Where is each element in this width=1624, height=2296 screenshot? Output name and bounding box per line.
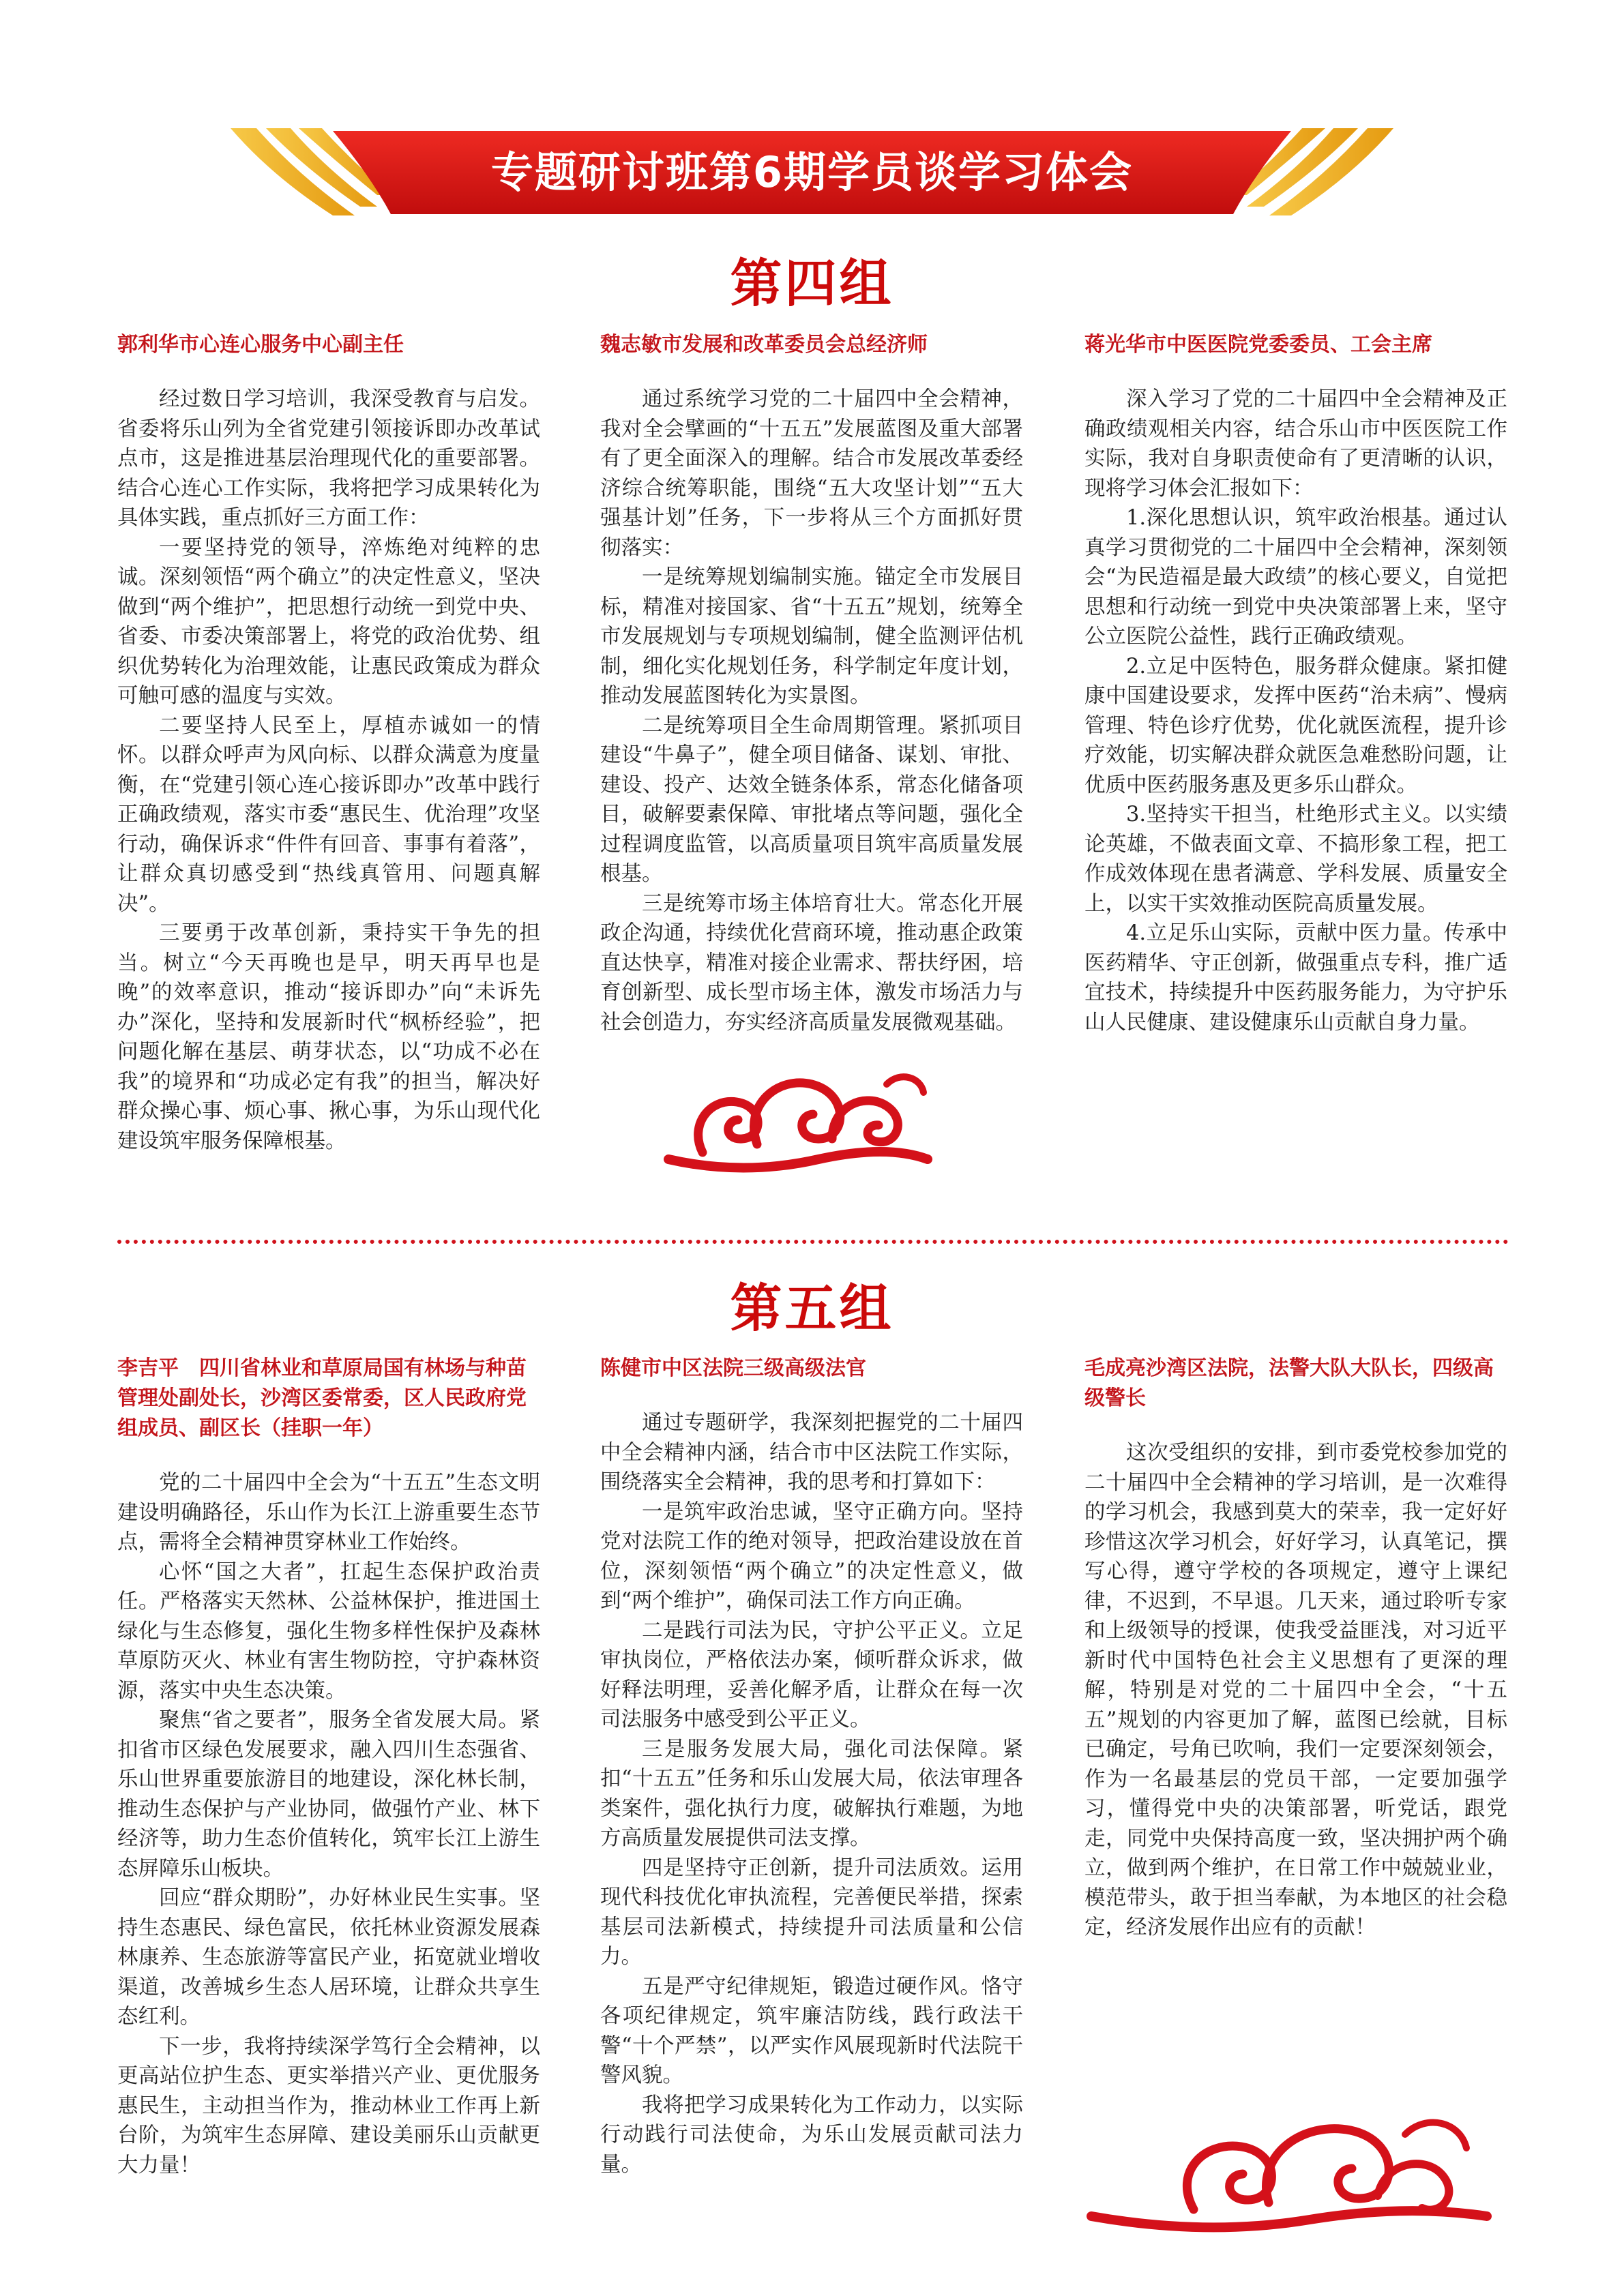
paragraph: 我将把学习成果转化为工作动力，以实际行动践行司法使命，为乐山发展贡献司法力量。 — [600, 2093, 1023, 2177]
paragraph: 三是服务发展大局，强化司法保障。紧扣“十五五”任务和乐山发展大局，依法审理各类案件，强化执行力度，破解执行难题，为地方高质量发展提供司法支撑。 — [600, 1737, 1023, 1850]
paragraph: 一要坚持党的领导，淬炼绝对纯粹的忠诚。深刻领悟“两个确立”的决定性意义，坚决做到“两个维护”，把思想行动统一到党中央、省委、市委决策部署上，将党的政治优势、组织优势转化为治理效能，让惠民政策成为群众可触可感的温度与实效。 — [117, 535, 540, 708]
article — [117, 1354, 540, 2180]
article-byline: 李吉平 四川省林业和草原局国有林场与种苗管理处副处长，沙湾区委常委，区人民政府党组成员、副区长（挂职一年） — [117, 1356, 527, 1440]
article — [1084, 330, 1507, 1037]
paragraph: 心怀“国之大者”，扛起生态保护政治责任。严格落实天然林、公益林保护，推进国土绿化与生态修复，强化生物多样性保护及森林草原防灭火、林业有害生物防控，守护森林资源，落实中央生态决策。 — [117, 1560, 540, 1703]
article-body — [1084, 1438, 1507, 1943]
paragraph: 党的二十届四中全会为“十五五”生态文明建设明确路径，乐山作为长江上游重要生态节点，需将全会精神贯穿林业工作始终。 — [117, 1471, 540, 1554]
article-body — [600, 1408, 1023, 2179]
group-heading: 第五组 — [730, 1278, 894, 1339]
paragraph: 三要勇于改革创新，秉持实干争先的担当。树立“今天再晚也是早，明天再早也是晚”的效率意识，推动“接诉即办”向“未诉先办”深化，坚持和发展新时代“枫桥经验”，把问题化解在基层、萌芽状态，以“功成不必在我”的境界和“功成必定有我”的担当，解决好群众操心事、烦心事、揪心事，为乐山现代化建设筑牢服务保障根基。 — [117, 921, 540, 1153]
paragraph: 二是践行司法为民，守护公平正义。立足审执岗位，严格依法办案，倾听群众诉求，做好释法明理，妥善化解矛盾，让群众在每一次司法服务中感受到公平正义。 — [600, 1618, 1023, 1731]
paragraph: 四是坚持守正创新，提升司法质效。运用现代科技优化审执流程，完善便民举措，探索基层司法新模式，持续提升司法质量和公信力。 — [600, 1855, 1023, 1969]
paragraph: 深入学习了党的二十届四中全会精神及正确政绩观相关内容，结合乐山市中医医院工作实际，我对自身职责使命有了更清晰的认识，现将学习体会汇报如下： — [1084, 387, 1507, 501]
paragraph: 二是统筹项目全生命周期管理。紧抓项目建设“牛鼻子”，健全项目储备、谋划、审批、建设、投产、达效全链条体系，常态化储备项目，破解要素保障、审批堵点等问题，强化全过程调度监管，以高质量项目筑牢高质量发展根基。 — [600, 713, 1023, 886]
article-body — [117, 1468, 540, 2180]
article-body — [1084, 385, 1507, 1037]
paragraph: 三是统筹市场主体培育壮大。常态化开展政企沟通，持续优化营商环境，推动惠企政策直达快享，精准对接企业需求、帮扶纾困，培育创新型、成长型市场主体，激发市场活力与社会创造力，夯实经济高质量发展微观基础。 — [600, 891, 1023, 1034]
article — [1084, 1354, 1507, 1943]
paragraph: 二要坚持人民至上，厚植赤诚如一的情怀。以群众呼声为风向标、以群众满意为度量衡，在“党建引领心连心接诉即办”改革中践行正确政绩观，落实市委“惠民生、优治理”攻坚行动，确保诉求“件件有回音、事事有着落”，让群众真切感受到“热线真管用、问题真解决”。 — [117, 713, 540, 916]
article-body — [117, 385, 540, 1156]
paragraph: 通过专题研学，我深刻把握党的二十届四中全会精神内涵，结合市中区法院工作实际，围绕落实全会精神，我的思考和打算如下： — [600, 1411, 1023, 1494]
section-divider — [117, 1240, 1509, 1244]
paragraph: 一是筑牢政治忠诚，坚守正确方向。坚持党对法院工作的绝对领导，把政治建设放在首位，深刻领悟“两个确立”的决定性意义，做到“两个维护”，确保司法工作方向正确。 — [600, 1500, 1023, 1613]
group-heading: 第四组 — [730, 253, 894, 314]
paragraph: 五是严守纪律规矩，锻造过硬作风。恪守各项纪律规定，筑牢廉洁防线，践行政法干警“十个严禁”，以严实作风展现新时代法院干警风貌。 — [600, 1974, 1023, 2087]
paragraph: 经过数日学习培训，我深受教育与启发。省委将乐山列为全省党建引领接诉即办改革试点市，这是推进基层治理现代化的重要部署。结合心连心工作实际，我将把学习成果转化为具体实践，重点抓好三方面工作： — [117, 387, 540, 530]
paragraph: 这次受组织的安排，到市委党校参加党的二十届四中全会精神的学习培训，是一次难得的学习机会，我感到莫大的荣幸，我一定好好珍惜这次学习机会，好好学习，认真笔记，撰写心得，遵守学校的各项规定，遵守上课纪律，不迟到，不早退。几天来，通过聆听专家和上级领导的授课，使我受益匪浅，对习近平新时代中国特色社会主义思想有了更深的理解，特别是对党的二十届四中全会，“十五五”规划的内容更加了解，蓝图已绘就，目标已确定，号角已吹响，我们一定要深刻领会，作为一名最基层的党员干部，一定要加强学习，懂得党中央的决策部署，听党话，跟党走，同党中央保持高度一致，坚决拥护两个确立，做到两个维护，在日常工作中兢兢业业，模范带头，敢于担当奉献，为本地区的社会稳定，经济发展作出应有的贡献！ — [1084, 1441, 1507, 1939]
paragraph: 下一步，我将持续深学笃行全会精神，以更高站位护生态、更实举措兴产业、更优服务惠民生，主动担当作为，推动林业工作再上新台阶，为筑牢生态屏障、建设美丽乐山贡献更大力量！ — [117, 2034, 540, 2177]
paragraph: 一是统筹规划编制实施。锚定全市发展目标，精准对接国家、省“十五五”规划，统筹全市发展规划与专项规划编制，健全监测评估机制，细化实化规划任务，科学制定年度计划，推动发展蓝图转化为实景图。 — [600, 565, 1023, 708]
article-byline: 毛成亮沙湾区法院，法警大队大队长，四级高级警长 — [1084, 1356, 1494, 1410]
article — [600, 330, 1023, 1037]
article-byline: 陈健市中区法院三级高级法官 — [600, 1356, 866, 1380]
paragraph: 2.立足中医特色，服务群众健康。紧扣健康中国建设要求，发挥中医药“治未病”、慢病管理、特色诊疗优势，优化就医流程，提升诊疗效能，切实解决群众就医急难愁盼问题，让优质中医药服务惠及更多乐山群众。 — [1084, 654, 1507, 797]
auspicious-cloud-icon — [662, 1057, 934, 1182]
article — [600, 1354, 1023, 2179]
auspicious-cloud-icon — [1084, 2107, 1494, 2239]
paragraph: 1.深化思想认识，筑牢政治根基。通过认真学习贯彻党的二十届四中全会精神，深刻领会“为民造福是最大政绩”的核心要义，自觉把思想和行动统一到党中央决策部署上来，坚守公立医院公益性，践行正确政绩观。 — [1084, 506, 1507, 648]
article-body — [600, 385, 1023, 1037]
paragraph: 回应“群众期盼”，办好林业民生实事。坚持生态惠民、绿色富民，依托林业资源发展森林康养、生态旅游等富民产业，拓宽就业增收渠道，改善城乡生态人居环境，让群众共享生态红利。 — [117, 1886, 540, 2029]
article — [117, 330, 540, 1156]
paragraph: 通过系统学习党的二十届四中全会精神，我对全会擘画的“十五五”发展蓝图及重大部署有了更全面深入的理解。结合市发展改革委经济综合统筹职能，围绕“五大攻坚计划”“五大强基计划”任务，下一步将从三个方面抓好贯彻落实： — [600, 387, 1023, 560]
article-byline: 郭利华市心连心服务中心副主任 — [117, 333, 404, 357]
banner-title: 专题研讨班第6期学员谈学习体会 — [490, 147, 1134, 197]
title-banner — [231, 128, 1393, 217]
article-byline: 蒋光华市中医医院党委委员、工会主席 — [1084, 333, 1432, 357]
paragraph: 4.立足乐山实际，贡献中医力量。传承中医药精华、守正创新，做强重点专科，推广适宜技术，持续提升中医药服务能力，为守护乐山人民健康、建设健康乐山贡献自身力量。 — [1084, 921, 1507, 1034]
paragraph: 聚焦“省之要者”，服务全省发展大局。紧扣省市区绿色发展要求，融入四川生态强省、乐山世界重要旅游目的地建设，深化林长制，推动生态保护与产业协同，做强竹产业、林下经济等，助力生态价值转化，筑牢长江上游生态屏障乐山板块。 — [117, 1708, 540, 1881]
paragraph: 3.坚持实干担当，杜绝形式主义。以实绩论英雄，不做表面文章、不搞形象工程，把工作成效体现在患者满意、学科发展、质量安全上，以实干实效推动医院高质量发展。 — [1084, 803, 1507, 916]
article-byline: 魏志敏市发展和改革委员会总经济师 — [600, 333, 928, 357]
